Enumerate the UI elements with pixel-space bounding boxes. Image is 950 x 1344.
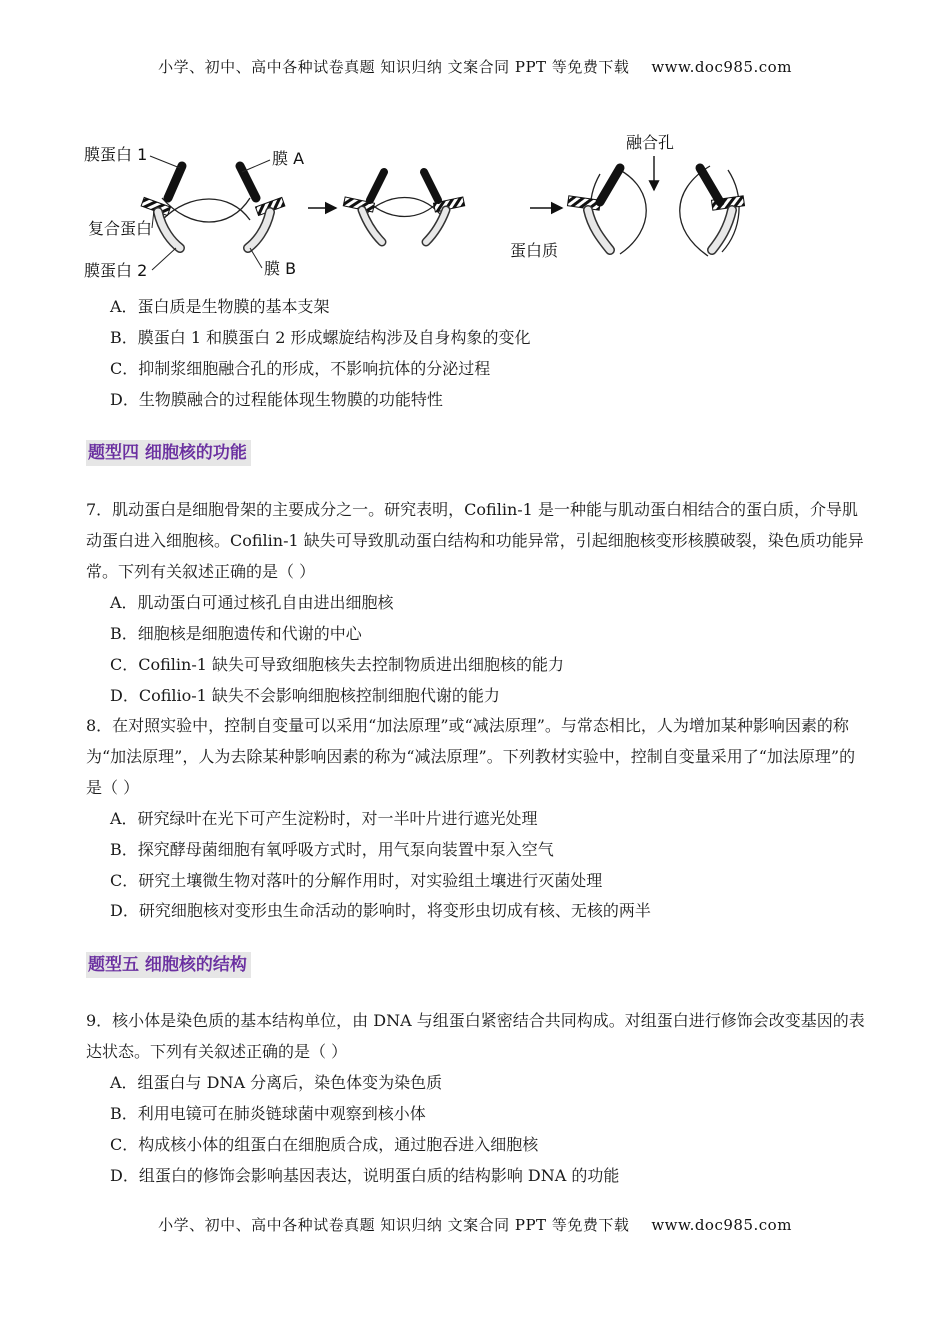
- q7-option-b[interactable]: B．细胞核是细胞遗传和代谢的中心: [110, 624, 362, 643]
- q8-option-b[interactable]: B．探究酵母菌细胞有氧呼吸方式时，用气泵向装置中泵入空气: [110, 840, 554, 859]
- q8-option-c[interactable]: C．研究土壤微生物对落叶的分解作用时，对实验组土壤进行灭菌处理: [110, 871, 603, 890]
- label-membrane-protein-1: 膜蛋白 1: [84, 145, 148, 164]
- section-5-title: 题型五 细胞核的结构: [86, 952, 251, 978]
- stage-3-complex-protein: [567, 168, 744, 250]
- header-url[interactable]: www.doc985.com: [651, 58, 792, 76]
- q7-option-c[interactable]: C．Cofilin-1 缺失可导致细胞核失去控制物质进出细胞核的能力: [110, 655, 565, 674]
- membrane-fusion-diagram: [80, 130, 780, 290]
- stage-1-membrane-protein-2: [158, 212, 270, 248]
- label-fusion-pore: 融合孔: [626, 133, 675, 152]
- q6-option-a[interactable]: A．蛋白质是生物膜的基本支架: [110, 297, 330, 316]
- q8-stem: 8．在对照实验中，控制自变量可以采用“加法原理”或“减法原理”。与常态相比，人为增加某种影响因素的称为“加法原理”，人为去除某种影响因素的称为“减法原理”。下列教材实验中，控制自变量采用了“加法原理”的是（ ）: [86, 716, 856, 797]
- footer-text: 小学、初中、高中各种试卷真题 知识归纳 文案合同 PPT 等免费下载: [158, 1216, 630, 1234]
- stage-2-complex-protein: [343, 172, 464, 242]
- page-header: [0, 56, 950, 77]
- label-membrane-b: 膜 B: [264, 259, 297, 278]
- label-complex-protein: 复合蛋白: [88, 219, 153, 238]
- q9-option-b[interactable]: B．利用电镜可在肺炎链球菌中观察到核小体: [110, 1104, 426, 1123]
- label-protein: 蛋白质: [510, 241, 559, 260]
- q9-option-d[interactable]: D．组蛋白的修饰会影响基因表达，说明蛋白质的结构影响 DNA 的功能: [110, 1166, 620, 1185]
- q6-option-d[interactable]: D．生物膜融合的过程能体现生物膜的功能特性: [110, 390, 443, 409]
- q9-option-c[interactable]: C．构成核小体的组蛋白在细胞质合成，通过胞吞进入细胞核: [110, 1135, 539, 1154]
- q8-option-d[interactable]: D．研究细胞核对变形虫生命活动的影响时，将变形虫切成有核、无核的两半: [110, 901, 651, 920]
- stage-2-membranes: [366, 198, 440, 217]
- q8-option-a[interactable]: A．研究绿叶在光下可产生淀粉时，对一半叶片进行遮光处理: [110, 809, 538, 828]
- label-membrane-a: 膜 A: [272, 149, 305, 168]
- stage-1-membranes: [162, 198, 250, 222]
- q7-option-d[interactable]: D．Cofilio-1 缺失不会影响细胞核控制细胞代谢的能力: [110, 686, 500, 705]
- page-footer: [0, 1214, 950, 1235]
- q6-option-b[interactable]: B．膜蛋白 1 和膜蛋白 2 形成螺旋结构涉及自身构象的变化: [110, 328, 531, 347]
- q6-option-c[interactable]: C．抑制浆细胞融合孔的形成，不影响抗体的分泌过程: [110, 359, 491, 378]
- footer-url[interactable]: www.doc985.com: [651, 1216, 792, 1234]
- header-text: 小学、初中、高中各种试卷真题 知识归纳 文案合同 PPT 等免费下载: [158, 58, 630, 76]
- section-4-title: 题型四 细胞核的功能: [86, 440, 251, 466]
- q7-stem: 7．肌动蛋白是细胞骨架的主要成分之一。研究表明，Cofilin-1 是一种能与肌动蛋白相结合的蛋白质，介导肌动蛋白进入细胞核。Cofilin-1 缺失可导致肌动蛋白结构和功能异常，引起细胞核变形核膜破裂，染色质功能异常。下列有关叙述正确的是（ ）: [86, 500, 864, 581]
- q9-stem: 9．核小体是染色质的基本结构单位，由 DNA 与组蛋白紧密结合共同构成。对组蛋白进行修饰会改变基因的表达状态。下列有关叙述正确的是（ ）: [86, 1011, 865, 1061]
- q7-option-a[interactable]: A．肌动蛋白可通过核孔自由进出细胞核: [110, 593, 394, 612]
- label-membrane-protein-2: 膜蛋白 2: [84, 261, 148, 280]
- q9-option-a[interactable]: A．组蛋白与 DNA 分离后，染色体变为染色质: [110, 1073, 443, 1092]
- stage-1-membrane-protein-1: [168, 166, 256, 198]
